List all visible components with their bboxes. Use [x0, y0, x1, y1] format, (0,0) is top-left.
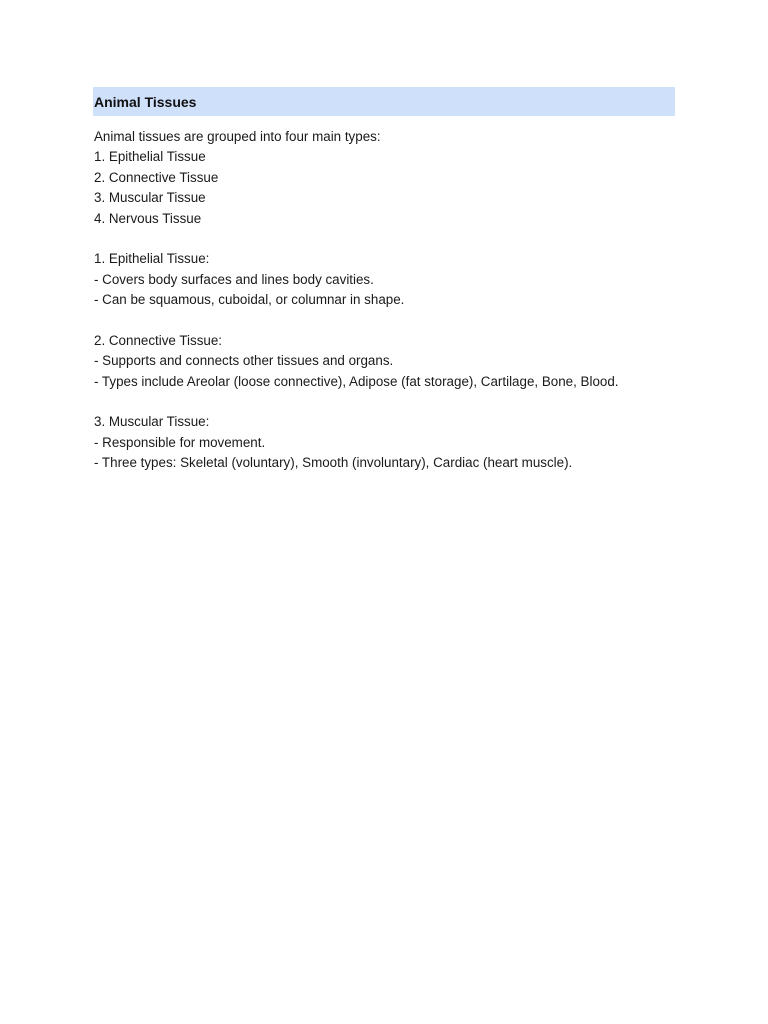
paragraph-gap	[94, 229, 694, 249]
intro-lead: Animal tissues are grouped into four main types:	[94, 129, 381, 144]
section-point: - Covers body surfaces and lines body cavities.	[94, 271, 374, 287]
intro-item: 3. Muscular Tissue	[94, 190, 206, 206]
paragraph-gap	[94, 311, 694, 331]
section-point: - Supports and connects other tissues and organs.	[94, 353, 394, 369]
paragraph-gap	[94, 392, 694, 412]
intro-item: 2. Connective Tissue	[94, 169, 219, 185]
section-point: - Responsible for movement.	[94, 434, 266, 450]
section-point: - Can be squamous, cuboidal, or columnar in shape.	[94, 292, 405, 308]
intro-item: 1. Epithelial Tissue	[94, 149, 206, 165]
section-point: - Types include Areolar (loose connective), Adipose (fat storage), Cartilage, Bone, Blood.	[94, 373, 619, 389]
document-body	[94, 127, 694, 474]
section-heading-connective: 2. Connective Tissue:	[94, 332, 223, 348]
section-point: - Three types: Skeletal (voluntary), Smooth (involuntary), Cardiac (heart muscle).	[94, 455, 573, 471]
section-heading-epithelial: 1. Epithelial Tissue:	[94, 251, 210, 267]
intro-item: 4. Nervous Tissue	[94, 210, 202, 226]
section-heading-muscular: 3. Muscular Tissue:	[94, 414, 210, 430]
document-title: Animal Tissues	[94, 93, 197, 110]
title-highlight-bar	[93, 87, 675, 116]
